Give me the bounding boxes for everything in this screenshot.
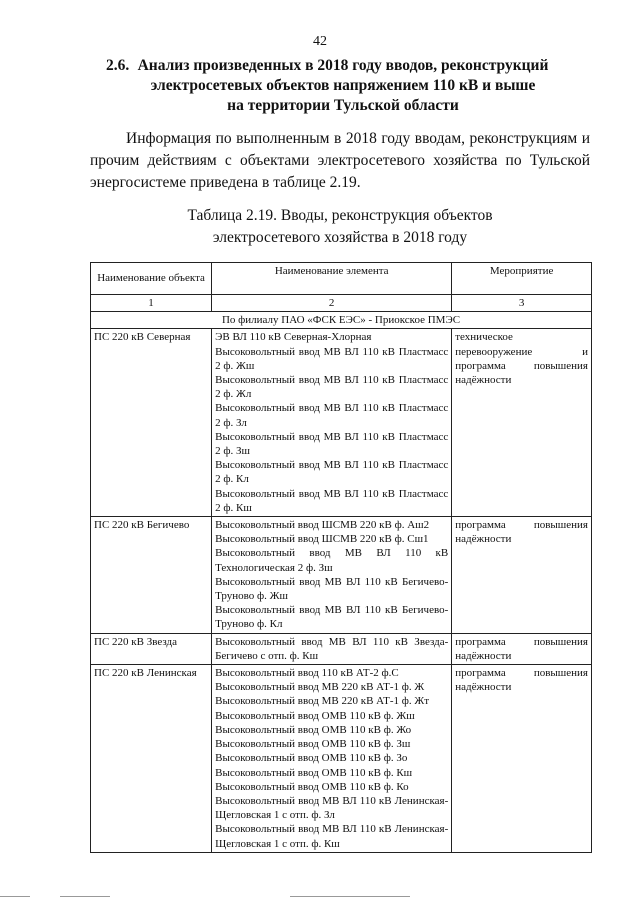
table-row xyxy=(91,329,592,517)
element-item: Высоковольтный ввод 110 кВ АТ-2 ф.С xyxy=(215,667,399,680)
table-caption-line2: электросетевого хозяйства в 2018 году xyxy=(212,229,468,246)
header-event: Мероприятие xyxy=(452,263,592,295)
element-item: Высоковольтный ввод ОМВ 110 кВ ф. Жо xyxy=(215,723,412,736)
section-heading xyxy=(108,56,578,116)
element-item: ЭВ ВЛ 110 кВ Северная-Хлорная xyxy=(215,331,372,344)
event-cell: программа повышения надёжности xyxy=(452,517,592,634)
header-element: Наименование элемента xyxy=(212,263,452,295)
element-item: Высоковольтный ввод ШСМВ 220 кВ ф. Аш2 xyxy=(215,519,430,532)
column-number-1: 1 xyxy=(91,295,212,312)
intro-paragraph: Информация по выполненным в 2018 году вводам, реконструкциям и прочим действиям с объектами электросетевого хозяйства по Тульской энергосистеме приведена в таблице 2.19. xyxy=(90,130,590,191)
element-item: Высоковольтный ввод МВ 220 кВ АТ-1 ф. Жт xyxy=(215,695,430,708)
element-item: Высоковольтный ввод МВ ВЛ 110 кВ Пластмасс 2 ф. Жш xyxy=(215,345,449,372)
page-number: 42 xyxy=(313,34,327,49)
element-item: Высоковольтный ввод ШСМВ 220 кВ ф. Сш1 xyxy=(215,533,429,546)
element-item: Высоковольтный ввод МВ ВЛ 110 кВ Ленинская-Щегловская 1 с отп. ф. Зл xyxy=(215,794,449,822)
element-cell xyxy=(212,665,452,853)
event-cell: программа повышения надёжности xyxy=(452,665,592,853)
element-item: Высоковольтный ввод МВ ВЛ 110 кВ Бегичево-Труново ф. Жш xyxy=(215,575,449,603)
element-item: Высоковольтный ввод МВ ВЛ 110 кВ Звезда-Бегичево с отп. ф. Кш xyxy=(215,635,449,662)
event-cell: программа повышения надёжности xyxy=(452,633,592,664)
element-item: Высоковольтный ввод МВ ВЛ 110 кВ Пластмасс 2 ф. Зл xyxy=(215,402,449,429)
section-title-line2: электросетевых объектов напряжением 110 кВ и выше xyxy=(150,77,536,94)
section-number: 2.6. xyxy=(106,57,130,74)
footer-mark xyxy=(290,896,410,897)
footer-mark xyxy=(0,896,30,897)
element-item: Высоковольтный ввод МВ ВЛ 110 кВ Пластмасс 2 ф. Кш xyxy=(215,487,449,514)
element-item: Высоковольтный ввод МВ ВЛ 110 кВ Технологическая 2 ф. Зш xyxy=(215,547,449,574)
element-cell xyxy=(212,633,452,664)
table-caption-line1: Таблица 2.19. Вводы, реконструкция объектов xyxy=(187,207,493,224)
section-title-line3: на территории Тульской области xyxy=(227,97,459,114)
header-object: Наименование объекта xyxy=(91,263,212,295)
element-item: Высоковольтный ввод МВ ВЛ 110 кВ Пластмасс 2 ф. Жл xyxy=(215,374,449,401)
table-row xyxy=(91,665,592,853)
element-item: Высоковольтный ввод МВ ВЛ 110 кВ Ленинская-Щегловская 1 с отп. ф. Кш xyxy=(215,823,449,850)
object-cell: ПС 220 кВ Бегичево xyxy=(91,517,212,634)
column-number-3: 3 xyxy=(452,295,592,312)
element-item: Высоковольтный ввод МВ 220 кВ АТ-1 ф. Ж xyxy=(215,681,425,694)
element-cell xyxy=(212,517,452,634)
element-item: Высоковольтный ввод МВ ВЛ 110 кВ Пластмасс 2 ф. Кл xyxy=(215,459,449,486)
object-cell: ПС 220 кВ Звезда xyxy=(91,633,212,664)
element-item: Высоковольтный ввод ОМВ 110 кВ ф. Зш xyxy=(215,738,411,751)
table-caption xyxy=(90,205,590,249)
element-item: Высоковольтный ввод ОМВ 110 кВ ф. Зо xyxy=(215,752,408,765)
element-cell xyxy=(212,329,452,517)
event-cell: техническое перевооружение и программа повышения надёжности xyxy=(452,329,592,517)
element-item: Высоковольтный ввод ОМВ 110 кВ ф. Ко xyxy=(215,780,409,793)
element-item: Высоковольтный ввод ОМВ 110 кВ ф. Кш xyxy=(215,766,413,779)
branch-row: По филиалу ПАО «ФСК ЕЭС» - Приокское ПМЭС xyxy=(91,312,592,329)
element-item: Высоковольтный ввод МВ ВЛ 110 кВ Пластмасс 2 ф. Зш xyxy=(215,430,449,458)
footer-mark xyxy=(60,896,110,897)
column-number-2: 2 xyxy=(212,295,452,312)
element-item: Высоковольтный ввод МВ ВЛ 110 кВ Бегичево-Труново ф. Кл xyxy=(215,604,449,631)
section-title-line1: Анализ произведенных в 2018 году вводов, реконструкций xyxy=(137,57,549,74)
object-cell: ПС 220 кВ Ленинская xyxy=(91,665,212,853)
object-cell: ПС 220 кВ Северная xyxy=(91,329,212,517)
element-item: Высоковольтный ввод ОМВ 110 кВ ф. Жш xyxy=(215,709,415,722)
inputs-table xyxy=(90,262,592,853)
table-row xyxy=(91,517,592,634)
table-row xyxy=(91,633,592,664)
